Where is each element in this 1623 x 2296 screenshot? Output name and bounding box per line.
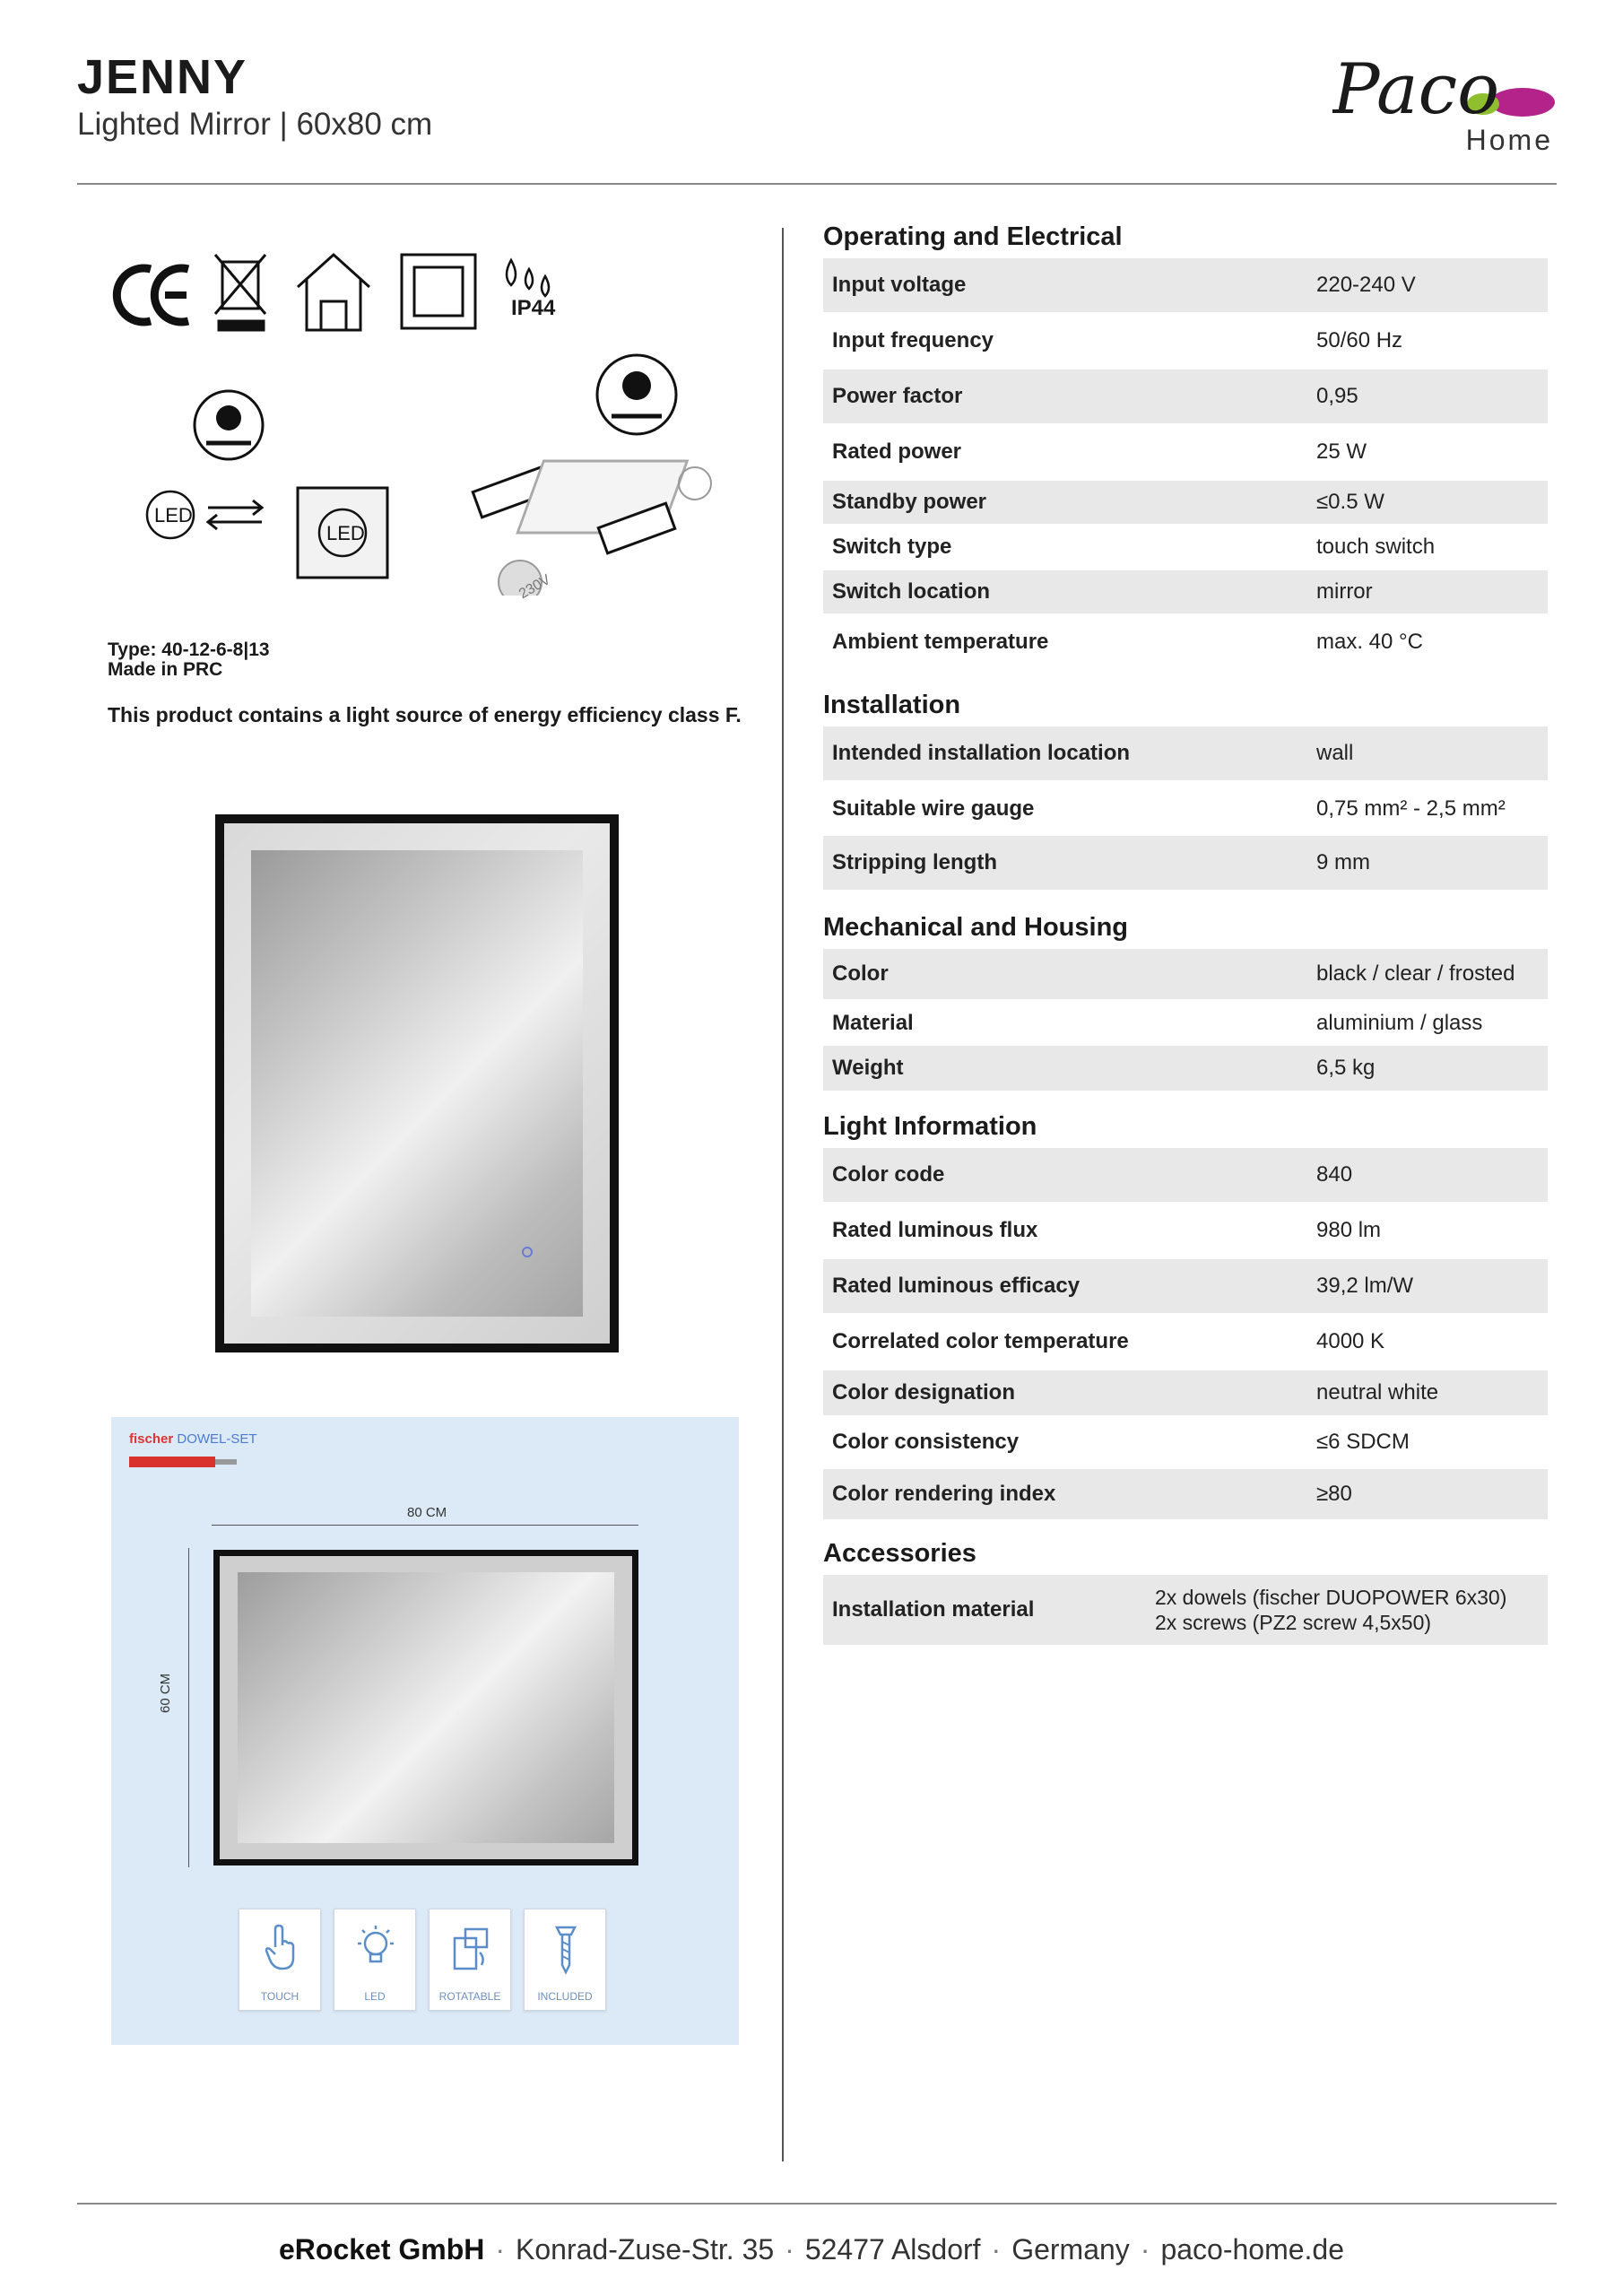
spec-row: Color designation neutral white <box>823 1370 1548 1415</box>
dowel-icon <box>129 1453 237 1471</box>
width-label: 80 CM <box>407 1505 447 1520</box>
ip-rating: IP44 <box>511 296 556 320</box>
spec-row: Suitable wire gauge 0,75 mm² - 2,5 mm² <box>832 796 1506 821</box>
spec-row: Color consistency ≤6 SDCM <box>832 1430 1410 1454</box>
spec-row: Ambient temperature max. 40 °C <box>832 630 1423 654</box>
section-title-operating: Operating and Electrical <box>823 222 1123 251</box>
bulb-icon <box>354 1922 397 1976</box>
svg-text:LED: LED <box>326 522 365 544</box>
page-footer: eRocket GmbH · Konrad-Zuse-Str. 35 · 52477 Alsdorf · Germany · paco-home.de <box>278 2233 1345 2266</box>
page-header <box>77 50 1557 185</box>
section-title-installation: Installation <box>823 691 961 719</box>
product-subtitle: Lighted Mirror | 60x80 cm <box>77 107 433 142</box>
spec-row: Stripping length 9 mm <box>823 836 1548 890</box>
footer-city: 52477 Alsdorf <box>804 2233 981 2266</box>
width-dimension-line <box>212 1525 638 1526</box>
made-in: Made in PRC <box>108 659 223 680</box>
spec-row: Correlated color temperature 4000 K <box>832 1329 1385 1353</box>
spec-row: Color black / clear / frosted <box>823 949 1548 999</box>
voltage-label: 230V <box>516 571 553 603</box>
footer-divider <box>77 2203 1557 2205</box>
class-ii-icon <box>402 255 475 328</box>
dowel-set-label: fischer DOWEL-SET <box>129 1431 257 1447</box>
spec-row: Input frequency 50/60 Hz <box>832 328 1403 352</box>
spec-row: Weight 6,5 kg <box>823 1046 1548 1091</box>
weee-bin-icon <box>215 255 265 330</box>
section-title-mechanical: Mechanical and Housing <box>823 913 1128 942</box>
column-divider <box>782 228 784 2161</box>
rotate-icon <box>449 1922 492 1976</box>
feature-rotatable: ROTATABLE <box>429 1909 511 2011</box>
footer-company: eRocket GmbH <box>278 2233 485 2266</box>
footer-street: Konrad-Zuse-Str. 35 <box>516 2233 775 2266</box>
feature-led: LED <box>334 1909 416 2011</box>
footer-country: Germany <box>1011 2233 1130 2266</box>
type-line: Type: 40-12-6-8|13 <box>108 639 270 660</box>
spec-row: Power factor 0,95 <box>823 370 1548 423</box>
spec-row: Installation material 2x dowels (fischer DUOPOWER 6x30) 2x screws (PZ2 screw 4,5x50) <box>823 1575 1548 1645</box>
height-dimension-line <box>188 1548 189 1867</box>
feature-included: INCLUDED <box>524 1909 606 2011</box>
section-title-accessories: Accessories <box>823 1539 976 1568</box>
water-drops-icon <box>507 260 549 296</box>
driver-replaceable-icon <box>457 353 753 596</box>
product-title: JENNY <box>77 50 248 104</box>
svg-text:LED: LED <box>154 504 193 526</box>
spec-row: Rated luminous flux 980 lm <box>832 1218 1382 1242</box>
spec-row: Switch type touch switch <box>832 535 1436 559</box>
spec-row: Material aluminium / glass <box>832 1011 1483 1035</box>
spec-row: Standby power ≤0.5 W <box>823 481 1548 524</box>
header-divider <box>77 183 1557 185</box>
dimensions-panel <box>111 1417 739 2045</box>
spec-row: Rated luminous efficacy 39,2 lm/W <box>823 1259 1548 1313</box>
certification-icons <box>108 242 735 341</box>
screw-icon <box>544 1922 587 1976</box>
spec-row: Input voltage 220-240 V <box>823 258 1548 312</box>
spec-row: Rated power 25 W <box>832 439 1367 464</box>
feature-touch: TOUCH <box>239 1909 321 2011</box>
spec-row: Color rendering index ≥80 <box>823 1469 1548 1519</box>
footer-web: paco-home.de <box>1160 2233 1345 2266</box>
type-info <box>108 640 270 680</box>
height-label: 60 CM <box>158 1673 173 1713</box>
ce-mark-icon <box>117 268 188 322</box>
brand-logo <box>1332 50 1557 167</box>
svg-text:Paco: Paco <box>1332 50 1500 130</box>
paco-logo-icon <box>1332 50 1557 131</box>
mirror-photo <box>215 814 619 1352</box>
dimension-mirror <box>213 1550 638 1866</box>
spec-row: Intended installation location wall <box>823 726 1548 780</box>
spec-row: Color code 840 <box>823 1148 1548 1202</box>
touch-sensor-icon <box>522 1247 533 1257</box>
energy-note: This product contains a light source of energy efficiency class F. <box>108 703 742 726</box>
led-replaceable-icon <box>135 389 296 560</box>
logo-home-text: Home <box>1465 124 1553 156</box>
indoor-use-icon <box>298 255 369 330</box>
section-title-light: Light Information <box>823 1112 1037 1141</box>
led-boxed-icon <box>294 461 420 587</box>
hand-touch-icon <box>259 1922 302 1976</box>
spec-row: Switch location mirror <box>823 570 1548 613</box>
